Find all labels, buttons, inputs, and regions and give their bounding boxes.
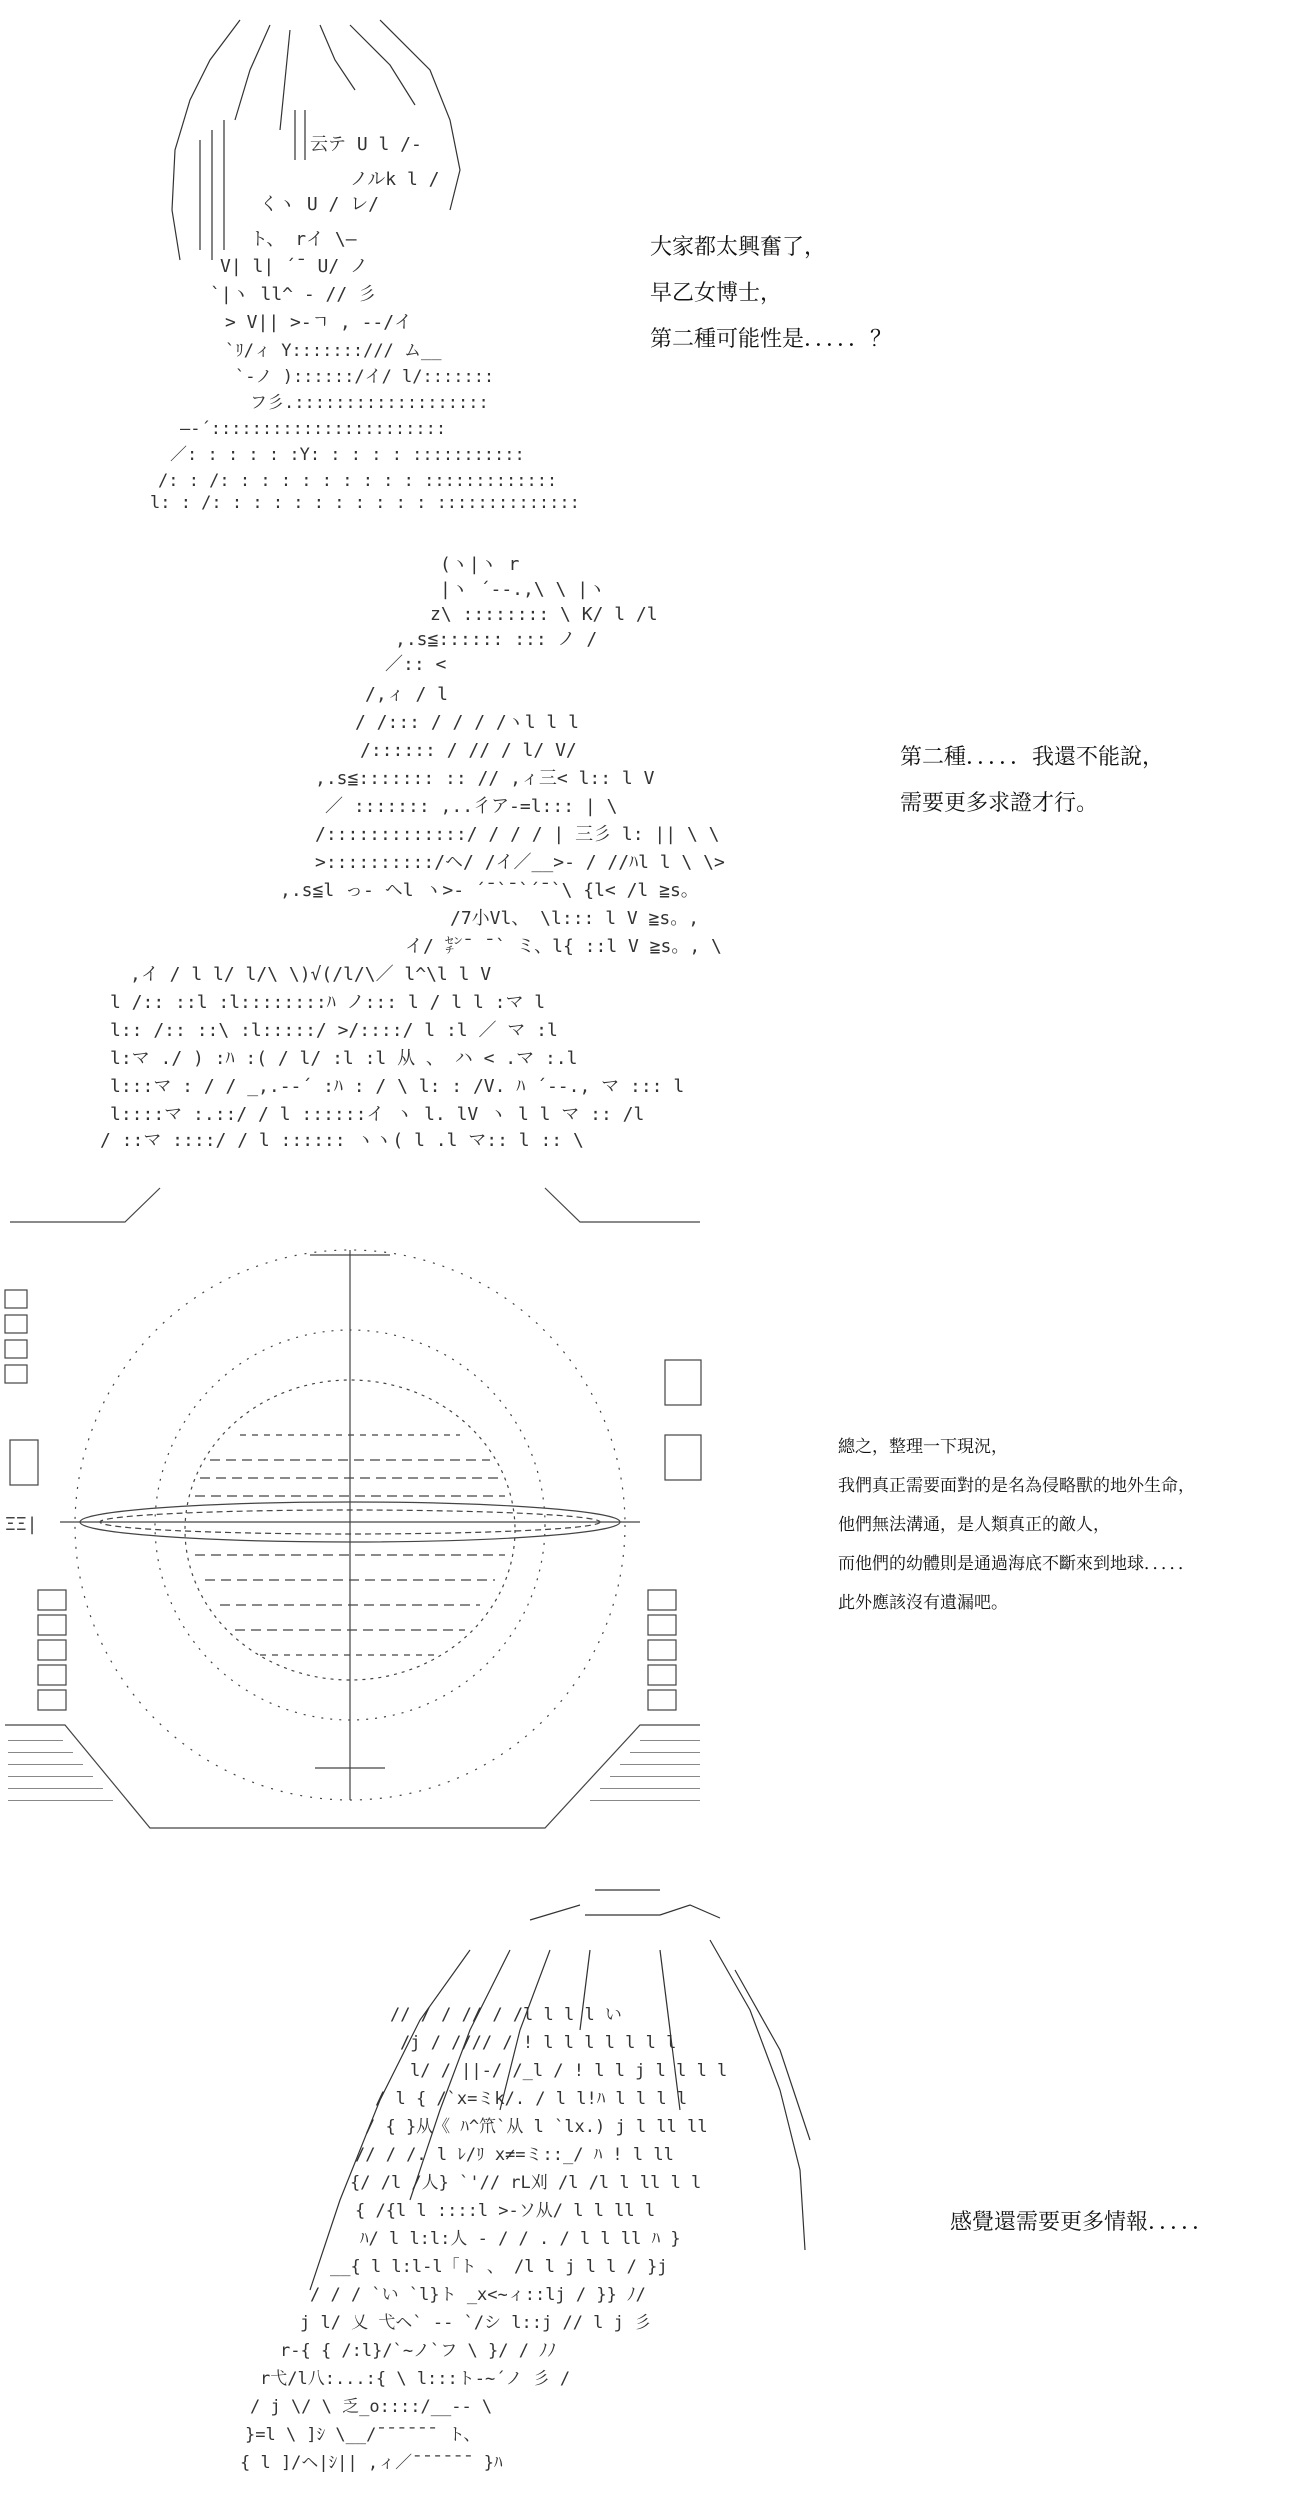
svg-text:ノルk l /: ノルk l /	[350, 169, 440, 190]
svg-text:l::::マ :.::/ / l ::::: l::::マ :.::/ / l ::::::イ ヽ l. lV ヽ l l マ :: /l	[110, 1104, 645, 1125]
svg-text:／: : : : : :Y: : : : : :::::::: ／: : : : : :Y: : : : : :::::::::::	[170, 445, 525, 465]
svg-text:くヽ U / レ/: くヽ U / レ/	[260, 194, 380, 215]
dialogue-line: 總之，整理一下現況，	[838, 1437, 1008, 1457]
svg-text:l:: /:: ::\ :: l:: /:: ::\ :l:::::/ >/::::/ l :l ／ マ :l	[110, 1020, 558, 1041]
svg-text:,イ / l l/ l/\ \): ,イ / l l/ l/\ \)√(/l/\／ l^\l l V	[130, 964, 492, 985]
svg-text:}=l \ ]ｼ \__/¯¯: }=l \ ]ｼ \__/¯¯¯¯¯¯ ト、	[245, 2425, 481, 2445]
svg-text:`-ノ )::::::/イ/ l/:::::::: `-ノ )::::::/イ/ l/:::::::	[235, 367, 495, 387]
man-with-hair-and-coat-ascii-art-icon	[100, 540, 980, 1150]
svg-text:j l/ 乂 弋ヘ` ‐- `/シ l:: j l/ 乂 弋ヘ` ‐- `/シ l::j // l j 彡	[300, 2313, 652, 2333]
svg-text:r‐{ { /:l}/`~ノ`フ: r‐{ { /:l}/`~ノ`フ \ }/ / ﾉﾉ	[280, 2341, 557, 2361]
dialogue-panel-3	[838, 1428, 1195, 1623]
svg-text:/ l { /`x=ミk/. / l l!ﾊ l: / l { /`x=ミk/. / l l!ﾊ l l l l	[375, 2089, 688, 2109]
svg-text:{ l ]/ヘ|ｼ|| ,ィ／¯¯¯¯¯¯: { l ]/ヘ|ｼ|| ,ィ／¯¯¯¯¯¯ }ﾊ	[240, 2453, 503, 2473]
svg-text:云テ U l /-: 云テ U l /-	[310, 134, 422, 155]
svg-text:イ/ ㌢¯ ¯` ミ、l{ ::l V: イ/ ㌢¯ ¯` ミ、l{ ::l V ≧s。, \	[405, 936, 722, 957]
svg-text:{/ /l /人} `'// rL刈 /l /l: {/ /l /人} `'// rL刈 /l /l l ll l l	[350, 2173, 702, 2193]
dialogue-panel-1	[650, 225, 892, 363]
svg-text:/ ::マ ::::/ / l ::: / ::マ ::::/ / l :::::: ヽヽ( l .l マ:: l :: \	[100, 1130, 584, 1151]
svg-text:>::::::::::/ヘ/ /イ／__>- / //: >::::::::::/ヘ/ /イ／__>- / //ﾊl l \ \>	[315, 852, 725, 873]
svg-text:/ j \/ \ 乏_o::::/_: / j \/ \ 乏_o::::/__‐‐ \	[250, 2397, 493, 2417]
svg-text:/:::::: / // / l/ V/: /:::::: / // / l/ V/	[360, 740, 577, 761]
dialogue-line: 感覺還需要更多情報．．．．．	[950, 2210, 1215, 2235]
svg-text:|ヽ ´‐‐.,\ \ |ヽ: |ヽ ´‐‐.,\ \ |ヽ	[440, 579, 607, 600]
svg-text:/:::::::::::::/ / / / | 三彡: /:::::::::::::/ / / / | 三彡 l: || \ \	[315, 824, 720, 845]
dialogue-line: 而他們的幼體則是通過海底不斷來到地球．．．．．	[838, 1554, 1195, 1574]
long-hair-girl-ascii-art-icon	[240, 1870, 880, 2495]
dialogue-line: 第二種．．．．．我還不能說，	[900, 745, 1165, 770]
svg-text:l: : /: : : : : : : : : : : ::: l: : /: : : : : : : : : : : ::::::::::::::	[150, 493, 580, 513]
svg-text:l /:: ::l :l: l /:: ::l :l::::::::ﾊ ノ::: l / l l :マ l	[110, 992, 546, 1013]
dialogue-line: 第二種可能性是．．．．．？	[650, 327, 893, 352]
girl-with-glasses-ascii-art-icon	[150, 10, 580, 513]
svg-text:`ﾘ/ィ Y:::::::/// ム__: `ﾘ/ィ Y:::::::/// ム__	[225, 341, 442, 361]
dialogue-panel-2	[900, 735, 1164, 827]
svg-text:ト、 rイ \—: ト、 rイ \—	[250, 229, 357, 250]
svg-text:,.s≦:::::: ::: ノ /: ,.s≦:::::: ::: ノ /	[395, 629, 598, 650]
svg-text:// / / // / /l l l: // / / // / /l l l l い	[390, 2005, 622, 2025]
dialogue-line: 我們真正需要面對的是名為侵略獸的地外生命，	[838, 1476, 1195, 1496]
svg-text:// / /. l ﾚ/ﾘ x≠=ミ::_/: // / /. l ﾚ/ﾘ x≠=ミ::_/ ﾊ ! l ll	[355, 2145, 674, 2165]
svg-text:> V|| >‐ㄱ , ‐-/イ: > V|| >‐ㄱ , ‐-/イ	[225, 312, 413, 333]
svg-text:／:: <: ／:: <	[385, 654, 447, 675]
svg-text:`|ヽ ll^ - // 彡: `|ヽ ll^ - // 彡	[210, 284, 377, 305]
svg-text:V| l| ´¯ U/ ノ: V| l| ´¯ U/ ノ	[220, 256, 369, 277]
svg-text:/ / / `い `l}ト _: / / / `い `l}ト _x<~ィ::lj / }} ﾉ/	[310, 2285, 646, 2305]
svg-text:l:マ ./ ) :ﾊ :: l:マ ./ ) :ﾊ :( / l/ :l :l 从 、 ハ < .マ :.l	[110, 1048, 578, 1069]
svg-text:,.s≦l っ‐ ヘl ヽ>- ´¯`¯`´¯`\ {l<: ,.s≦l っ‐ ヘl ヽ>- ´¯`¯`´¯`\ {l< /l ≧s。	[280, 880, 699, 901]
svg-text:/ /::: / / / /ヽl l: / /::: / / / /ヽl l l	[355, 712, 579, 733]
svg-text:__{ l l:l‐l「ト 、 /l l: __{ l l:l‐l「ト 、 /l l j l l / }j	[330, 2257, 668, 2277]
dialogue-line: 早乙女博士，	[650, 281, 783, 306]
svg-text:—‐´:::::::::::::::::::::::: —‐´:::::::::::::::::::::::	[180, 419, 447, 439]
svg-text:(ヽ|ヽ r: (ヽ|ヽ r	[440, 554, 520, 575]
svg-text:{ /{l l ::::l >‐ソ从/ l: { /{l l ::::l >‐ソ从/ l l ll l	[355, 2201, 656, 2221]
svg-text:/ { }从《 ﾊ^笊`从 l `lx.) j: / { }从《 ﾊ^笊`从 l `lx.) j l ll ll	[365, 2117, 708, 2137]
svg-text:,.s≦::::::: :: // ,ィ三< l: ,.s≦::::::: :: // ,ィ三< l:: l V	[315, 768, 655, 789]
svg-text:/j / //// / ! l l l l l l: /j / //// / ! l l l l l l l	[400, 2033, 677, 2053]
dialogue-panel-4	[950, 2200, 1214, 2246]
svg-text:l/ / ||‐/ /_l / ! l l j l: l/ / ||‐/ /_l / ! l l j l l l l	[410, 2061, 728, 2081]
dialogue-line: 他們無法溝通，是人類真正的敵人，	[838, 1515, 1110, 1535]
svg-text:l:::マ : / / _,.-‐´ :: l:::マ : / / _,.-‐´ :ﾊ : / \ l: : /V. ﾊ ´‐-., マ ::: l	[110, 1076, 685, 1097]
planet-scope-radar-ascii-art-icon	[0, 1160, 720, 1840]
svg-text:／ ::::::: ,..彳ア-=l:::: ／ ::::::: ,..彳ア-=l::: | \	[325, 796, 618, 817]
dialogue-line: 此外應該沒有遺漏吧。	[838, 1593, 1008, 1613]
dialogue-line: 需要更多求證才行。	[900, 791, 1099, 816]
svg-text:ΞΞ|: ΞΞ|	[5, 1514, 38, 1535]
svg-text:z\ :::::::: \ K/ l /l: z\ :::::::: \ K/ l /l	[430, 604, 658, 625]
svg-text:/7小Vl、 \l::: l V ≧s。,: /7小Vl、 \l::: l V ≧s。,	[450, 908, 700, 929]
svg-text:r弋/l八:...:{ \ l:::ト‐~´ノ: r弋/l八:...:{ \ l:::ト‐~´ノ 彡 /	[260, 2369, 571, 2389]
svg-text:/,ィ / l: /,ィ / l	[365, 684, 449, 705]
svg-text:/: : /: : : : : : : : : : ::::: /: : /: : : : : : : : : : :::::::::::::	[158, 471, 558, 491]
svg-text:フ彡.:::::::::::::::::::: フ彡.:::::::::::::::::::	[250, 393, 489, 413]
svg-text:ﾊ/ l l:l:人 - / / . /: ﾊ/ l l:l:人 - / / . / l l ll ﾊ }	[360, 2229, 681, 2249]
dialogue-line: 大家都太興奮了，	[650, 235, 827, 260]
